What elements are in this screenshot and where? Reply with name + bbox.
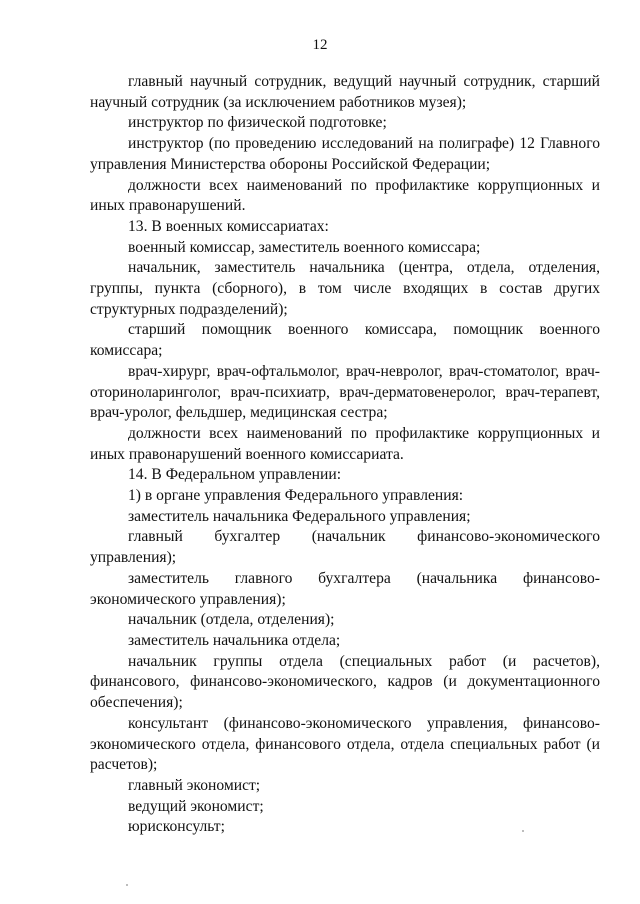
paragraph: ведущий экономист; <box>128 797 264 815</box>
paragraph: заместитель начальника Федерального управления; <box>128 507 471 525</box>
paragraph: старший помощник военного комиссара, помощник военного комиссара; <box>90 321 600 360</box>
section-heading: 14. В Федеральном управлении: <box>128 466 342 484</box>
paragraph: консультант (финансово-экономического управления, финансово-экономического отдела, финансового отдела, отдела специальных работ (и расчетов); <box>90 714 600 774</box>
subsection-heading: 1) в органе управления Федерального управления: <box>128 487 464 505</box>
paragraph: начальник группы отдела (специальных работ (и расчетов), финансового, финансово-экономического, кадров (и документационного обеспечения); <box>90 652 600 712</box>
page-number: 12 <box>312 37 328 53</box>
paragraph: военный комиссар, заместитель военного комиссара; <box>128 238 481 256</box>
section-heading: 13. В военных комиссариатах: <box>128 217 329 235</box>
paragraph: главный экономист; <box>128 776 261 794</box>
scan-speck <box>522 830 524 832</box>
paragraph: начальник, заместитель начальника (центра, отдела, отделения, группы, пункта (сборного), в том числе входящих в состав других структурных подразделений); <box>90 259 600 318</box>
paragraph: врач-хирург, врач-офтальмолог, врач-невролог, врач-стоматолог, врач-оториноларинголог, врач-психиатр, врач-дерматовенеролог, врач-терапевт, врач-уролог, фельдшер, медицинская сестра; <box>90 362 600 422</box>
paragraph: заместитель начальника отдела; <box>128 631 341 649</box>
paragraph: начальник (отдела, отделения); <box>128 611 335 629</box>
paragraph: главный бухгалтер (начальник финансово-экономического управления); <box>90 528 600 567</box>
paragraph: заместитель главного бухгалтера (начальника финансово-экономического управления); <box>90 569 600 608</box>
scan-speck <box>126 884 128 886</box>
paragraph: должности всех наименований по профилактике коррупционных и иных правонарушений. <box>90 176 600 215</box>
document-body <box>90 72 600 838</box>
paragraph: должности всех наименований по профилактике коррупционных и иных правонарушений военного комиссариата. <box>90 424 600 463</box>
paragraph: инструктор (по проведению исследований на полиграфе) 12 Главного управления Министерства обороны Российской Федерации; <box>90 135 600 173</box>
paragraph: главный научный сотрудник, ведущий научный сотрудник, старший научный сотрудник (за исключением работников музея); <box>90 73 600 111</box>
paragraph: юрисконсульт; <box>128 818 225 836</box>
paragraph: инструктор по физической подготовке; <box>128 114 387 132</box>
